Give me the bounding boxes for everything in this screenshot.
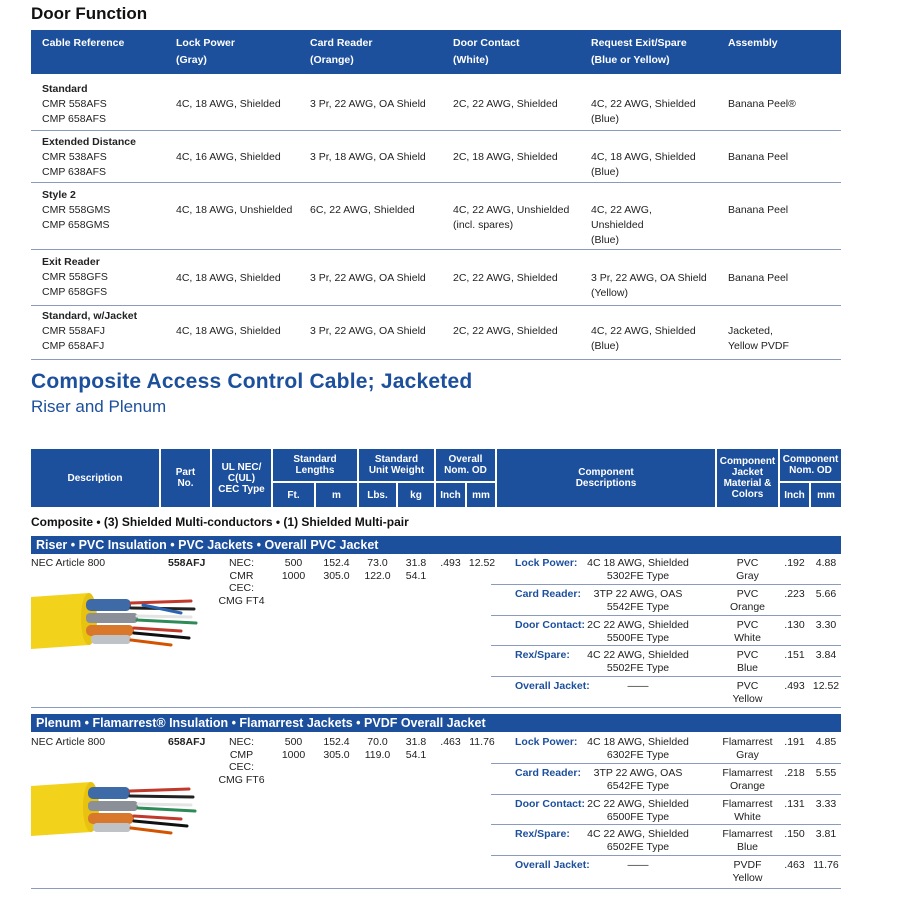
component-label: Card Reader: (515, 588, 581, 600)
header-od-mm: mm (467, 483, 495, 507)
lock-power-cell: 4C, 18 AWG, Shielded (176, 272, 281, 284)
header-component-od: Component Nom. OD (780, 449, 841, 481)
overall-od-mm: 12.52 (468, 557, 496, 569)
lock-power-cell: 4C, 16 AWG, Shielded (176, 151, 281, 163)
component-inch: .218 (784, 767, 805, 779)
row-divider (491, 855, 841, 856)
component-label: Card Reader: (515, 767, 581, 779)
component-mm: 3.84 (815, 649, 837, 661)
component-jacket: PVC Gray (736, 557, 759, 582)
assembly-cell: Jacketed, Yellow PVDF (728, 325, 789, 352)
component-desc: —— (627, 859, 649, 871)
door-contact-cell: 2C, 22 AWG, Shielded (453, 272, 558, 284)
component-mm: 4.88 (815, 557, 837, 569)
component-label: Door Contact: (515, 619, 585, 631)
composite-group-label: Composite • (3) Shielded Multi-conductors • (1) Shielded Multi-pair (31, 515, 409, 529)
length-m-cell: 152.4 305.0 (323, 736, 350, 761)
riser-cable-image (31, 583, 201, 653)
length-ft-cell: 500 1000 (281, 557, 306, 582)
door-contact-cell: 4C, 22 AWG, Unshielded (incl. spares) (453, 204, 570, 231)
header-request-exit: Request Exit/Spare (Blue or Yellow) (591, 37, 687, 66)
component-label: Rex/Spare: (515, 649, 570, 661)
component-jacket: Flamarrest White (722, 798, 773, 823)
component-jacket: PVC Orange (729, 588, 766, 613)
cable-reference-cell: Exit Reader CMR 558GFS CMP 658GFS (42, 256, 108, 298)
door-contact-cell: 2C, 22 AWG, Shielded (453, 98, 558, 110)
description-cell: NEC Article 800 (31, 736, 106, 748)
row-divider (491, 794, 841, 795)
lock-power-cell: 4C, 18 AWG, Shielded (176, 98, 281, 110)
component-mm: 3.30 (815, 619, 837, 631)
composite-subtitle: Riser and Plenum (31, 397, 167, 416)
table-row (31, 306, 841, 360)
component-mm: 12.52 (812, 680, 840, 692)
component-jacket: PVDF Yellow (732, 859, 763, 884)
component-mm: 3.81 (815, 828, 837, 840)
table-row (31, 250, 841, 306)
component-mm: 5.55 (815, 767, 837, 779)
component-label: Lock Power: (515, 736, 578, 748)
section-divider (31, 888, 841, 889)
description-cell: NEC Article 800 (31, 557, 106, 569)
component-label: Lock Power: (515, 557, 578, 569)
header-ul-nec: UL NEC/ C(UL) CEC Type (212, 449, 271, 507)
component-inch: .223 (784, 588, 805, 600)
overall-od-inch: .493 (440, 557, 461, 569)
plenum-cable-image (31, 770, 201, 840)
weight-lbs-cell: 73.0 122.0 (364, 557, 391, 582)
header-kg: kg (398, 483, 434, 507)
header-cable-reference: Cable Reference (42, 37, 125, 49)
component-jacket: PVC Yellow (732, 680, 763, 705)
weight-kg-cell: 31.8 54.1 (405, 736, 427, 761)
card-reader-cell: 6C, 22 AWG, Shielded (310, 204, 415, 216)
header-od-inch: Inch (436, 483, 465, 507)
header-standard-unit-weight: Standard Unit Weight (359, 449, 434, 481)
component-jacket: Flamarrest Orange (722, 767, 773, 792)
header-comp-inch: Inch (780, 483, 809, 507)
header-overall-od: Overall Nom. OD (436, 449, 495, 481)
table-row (31, 74, 841, 131)
part-number: 658AFJ (168, 736, 206, 748)
assembly-cell: Banana Peel (728, 272, 789, 284)
overall-od-mm: 11.76 (469, 736, 495, 748)
ul-type-cell: NEC: CMR CEC: CMG FT4 (218, 557, 265, 607)
component-desc: 3TP 22 AWG, OAS 6542FE Type (593, 767, 683, 792)
component-inch: .192 (784, 557, 805, 569)
ul-type-cell: NEC: CMP CEC: CMG FT6 (218, 736, 265, 786)
header-part-no: Part No. (161, 449, 210, 507)
table-row (31, 131, 841, 183)
header-ft: Ft. (273, 483, 314, 507)
component-jacket: PVC White (734, 619, 761, 644)
component-desc: 4C 18 AWG, Shielded 6302FE Type (587, 736, 689, 761)
row-divider (491, 763, 841, 764)
part-number: 558AFJ (168, 557, 206, 569)
component-jacket: Flamarrest Gray (722, 736, 773, 761)
request-exit-cell: 4C, 22 AWG, Shielded (Blue) (591, 98, 696, 125)
component-inch: .131 (784, 798, 805, 810)
component-mm: 4.85 (815, 736, 837, 748)
cable-reference-cell: Style 2 CMR 558GMS CMP 658GMS (42, 189, 111, 231)
assembly-cell: Banana Peel® (728, 98, 796, 110)
card-reader-cell: 3 Pr, 22 AWG, OA Shield (310, 325, 426, 337)
component-desc: 3TP 22 AWG, OAS 5542FE Type (593, 588, 683, 613)
header-m: m (316, 483, 357, 507)
header-assembly: Assembly (728, 37, 778, 49)
door-contact-cell: 2C, 22 AWG, Shielded (453, 325, 558, 337)
row-divider (491, 676, 841, 677)
overall-od-inch: .463 (440, 736, 461, 748)
door-contact-cell: 2C, 18 AWG, Shielded (453, 151, 558, 163)
header-component-jacket: Component Jacket Material & Colors (717, 449, 778, 507)
card-reader-cell: 3 Pr, 22 AWG, OA Shield (310, 98, 426, 110)
component-inch: .151 (784, 649, 805, 661)
request-exit-cell: 4C, 22 AWG, Unshielded (Blue) (591, 204, 652, 246)
component-mm: 5.66 (815, 588, 837, 600)
table-row (31, 183, 841, 250)
component-inch: .191 (784, 736, 805, 748)
section-divider (31, 707, 841, 708)
assembly-cell: Banana Peel (728, 204, 789, 216)
component-mm: 3.33 (815, 798, 837, 810)
component-label: Door Contact: (515, 798, 585, 810)
cable-reference-cell: Standard CMR 558AFS CMP 658AFS (42, 83, 107, 125)
component-label: Overall Jacket: (515, 859, 590, 871)
header-door-contact: Door Contact (White) (453, 37, 520, 66)
component-desc: 2C 22 AWG, Shielded 6500FE Type (587, 798, 689, 823)
weight-kg-cell: 31.8 54.1 (405, 557, 427, 582)
cable-reference-cell: Extended Distance CMR 538AFS CMP 638AFS (42, 136, 136, 178)
door-function-title: Door Function (31, 4, 148, 23)
request-exit-cell: 4C, 18 AWG, Shielded (Blue) (591, 151, 696, 178)
component-label: Rex/Spare: (515, 828, 570, 840)
length-ft-cell: 500 1000 (281, 736, 306, 761)
assembly-cell: Banana Peel (728, 151, 789, 163)
row-divider (491, 824, 841, 825)
card-reader-cell: 3 Pr, 22 AWG, OA Shield (310, 272, 426, 284)
header-component-descriptions: Component Descriptions (497, 449, 715, 507)
plenum-section-band: Plenum • Flamarrest® Insulation • Flamarrest Jackets • PVDF Overall Jacket (31, 714, 841, 732)
request-exit-cell: 4C, 22 AWG, Shielded (Blue) (591, 325, 696, 352)
component-desc: 2C 22 AWG, Shielded 5500FE Type (587, 619, 689, 644)
row-divider (491, 645, 841, 646)
component-desc: 4C 18 AWG, Shielded 5302FE Type (587, 557, 689, 582)
component-inch: .493 (784, 680, 805, 692)
weight-lbs-cell: 70.0 119.0 (364, 736, 391, 761)
component-desc: 4C 22 AWG, Shielded 5502FE Type (587, 649, 689, 674)
component-inch: .463 (784, 859, 805, 871)
lock-power-cell: 4C, 18 AWG, Unshielded (176, 204, 293, 216)
header-lbs: Lbs. (359, 483, 396, 507)
component-jacket: PVC Blue (736, 649, 759, 674)
row-divider (491, 615, 841, 616)
component-inch: .130 (784, 619, 805, 631)
component-jacket: Flamarrest Blue (722, 828, 773, 853)
composite-title: Composite Access Control Cable; Jacketed (31, 370, 473, 393)
header-comp-mm: mm (811, 483, 841, 507)
component-label: Overall Jacket: (515, 680, 590, 692)
lock-power-cell: 4C, 18 AWG, Shielded (176, 325, 281, 337)
row-divider (491, 584, 841, 585)
door-function-header-row (31, 30, 841, 74)
length-m-cell: 152.4 305.0 (323, 557, 350, 582)
component-desc: —— (627, 680, 649, 692)
component-desc: 4C 22 AWG, Shielded 6502FE Type (587, 828, 689, 853)
riser-section-band: Riser • PVC Insulation • PVC Jackets • Overall PVC Jacket (31, 536, 841, 554)
request-exit-cell: 3 Pr, 22 AWG, OA Shield (Yellow) (591, 272, 707, 299)
card-reader-cell: 3 Pr, 18 AWG, OA Shield (310, 151, 426, 163)
component-mm: 11.76 (813, 859, 839, 871)
header-description: Description (31, 449, 159, 507)
header-standard-lengths: Standard Lengths (273, 449, 357, 481)
component-inch: .150 (784, 828, 805, 840)
cable-reference-cell: Standard, w/Jacket CMR 558AFJ CMP 658AFJ (42, 310, 138, 352)
header-card-reader: Card Reader (Orange) (310, 37, 373, 66)
header-lock-power: Lock Power (Gray) (176, 37, 235, 66)
